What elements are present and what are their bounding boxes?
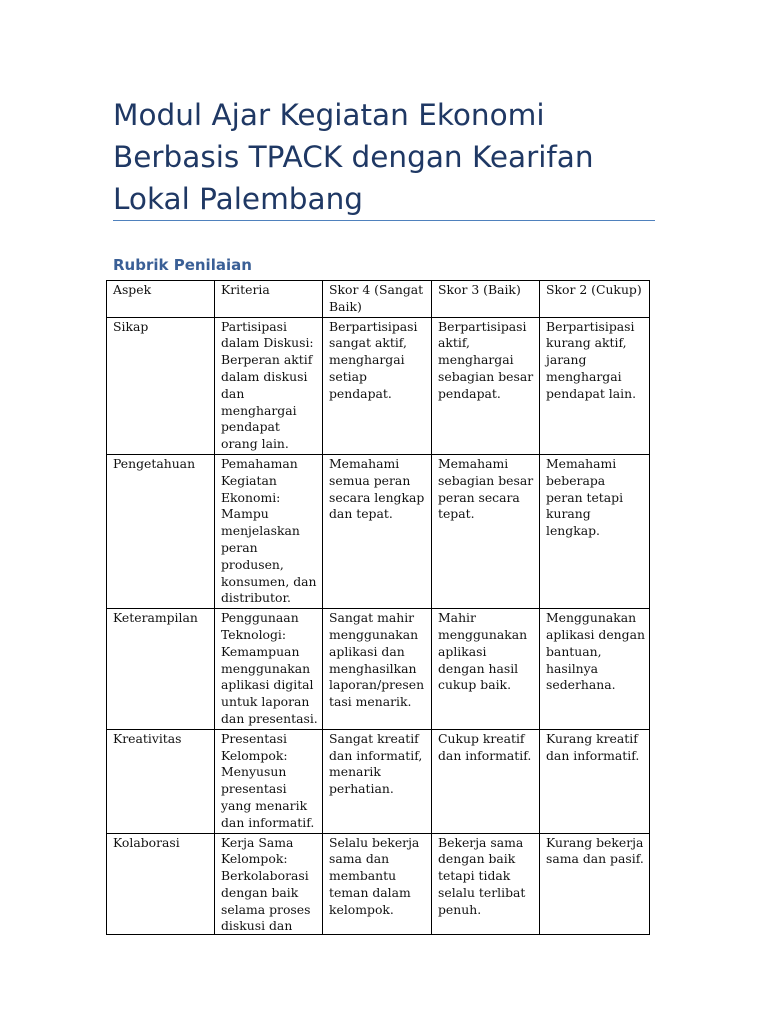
cell-skor-3	[432, 833, 540, 934]
cell-kriteria: Presentasi Kelompok: Menyusun presentasi yang menarik dan informatif.	[215, 729, 323, 833]
cell-skor-2: Menggunakan aplikasi dengan bantuan, hasilnya sederhana.	[540, 609, 650, 730]
table-row	[107, 833, 650, 934]
rubric-table-body	[107, 317, 650, 934]
cell-skor-4: Sangat mahir menggunakan aplikasi dan menghasilkan laporan/presentasi menarik.	[323, 609, 432, 730]
cell-skor-4: Memahami semua peran secara lengkap dan tepat.	[323, 454, 432, 608]
cell-skor-4	[323, 833, 432, 934]
cell-skor-3: Berpartisipasi aktif, menghargai sebagian besar pendapat.	[432, 317, 540, 454]
rubric-table	[106, 280, 650, 935]
table-row	[107, 729, 650, 833]
cell-skor-3: Mahir menggunakan aplikasi dengan hasil cukup baik.	[432, 609, 540, 730]
table-row	[107, 454, 650, 608]
header-cell-skor-2: Skor 2 (Cukup)	[540, 281, 650, 318]
cell-text: Kerja Sama Kelompok: Berkolaborasi dengan baik selama proses diskusi dan	[221, 834, 311, 933]
cell-skor-3: Cukup kreatif dan informatif.	[432, 729, 540, 833]
cell-kriteria: Penggunaan Teknologi: Kemampuan menggunakan aplikasi digital untuk laporan dan presentasi.	[215, 609, 323, 730]
document-title: Modul Ajar Kegiatan Ekonomi Berbasis TPACK dengan Kearifan Lokal Palembang	[113, 98, 594, 216]
header-cell-aspek: Aspek	[107, 281, 215, 318]
cell-kriteria: Pemahaman Kegiatan Ekonomi: Mampu menjelaskan peran produsen, konsumen, dan distributor.	[215, 454, 323, 608]
cell-aspek	[107, 833, 215, 934]
section-heading: Rubrik Penilaian	[113, 256, 252, 274]
cell-aspek: Sikap	[107, 317, 215, 454]
table-row	[107, 609, 650, 730]
table-row	[107, 317, 650, 454]
rubric-table-header	[107, 281, 650, 318]
cell-skor-2: Berpartisipasi kurang aktif, jarang menghargai pendapat lain.	[540, 317, 650, 454]
cell-text: Kolaborasi	[113, 834, 180, 850]
header-cell-kriteria: Kriteria	[215, 281, 323, 318]
cell-aspek: Pengetahuan	[107, 454, 215, 608]
cell-skor-2: Memahami beberapa peran tetapi kurang lengkap.	[540, 454, 650, 608]
cell-kriteria: Partisipasi dalam Diskusi: Berperan aktif dalam diskusi dan menghargai pendapat orang lain.	[215, 317, 323, 454]
cell-skor-2	[540, 833, 650, 934]
cell-text: Selalu bekerja sama dan membantu teman dalam kelompok.	[329, 834, 420, 917]
header-cell-skor-4: Skor 4 (Sangat Baik)	[323, 281, 432, 318]
cell-aspek: Kreativitas	[107, 729, 215, 833]
cell-aspek: Keterampilan	[107, 609, 215, 730]
cell-skor-4: Sangat kreatif dan informatif, menarik perhatian.	[323, 729, 432, 833]
cell-skor-2: Kurang kreatif dan informatif.	[540, 729, 650, 833]
cell-kriteria	[215, 833, 323, 934]
cell-text: Bekerja sama dengan baik tetapi tidak selalu terlibat penuh.	[438, 834, 526, 917]
cell-skor-4: Berpartisipasi sangat aktif, menghargai setiap pendapat.	[323, 317, 432, 454]
title-underline-divider	[113, 220, 655, 221]
header-cell-skor-3: Skor 3 (Baik)	[432, 281, 540, 318]
cell-skor-3: Memahami sebagian besar peran secara tepat.	[432, 454, 540, 608]
cell-text: Kurang bekerja sama dan pasif.	[546, 834, 644, 867]
header-row	[107, 281, 650, 318]
